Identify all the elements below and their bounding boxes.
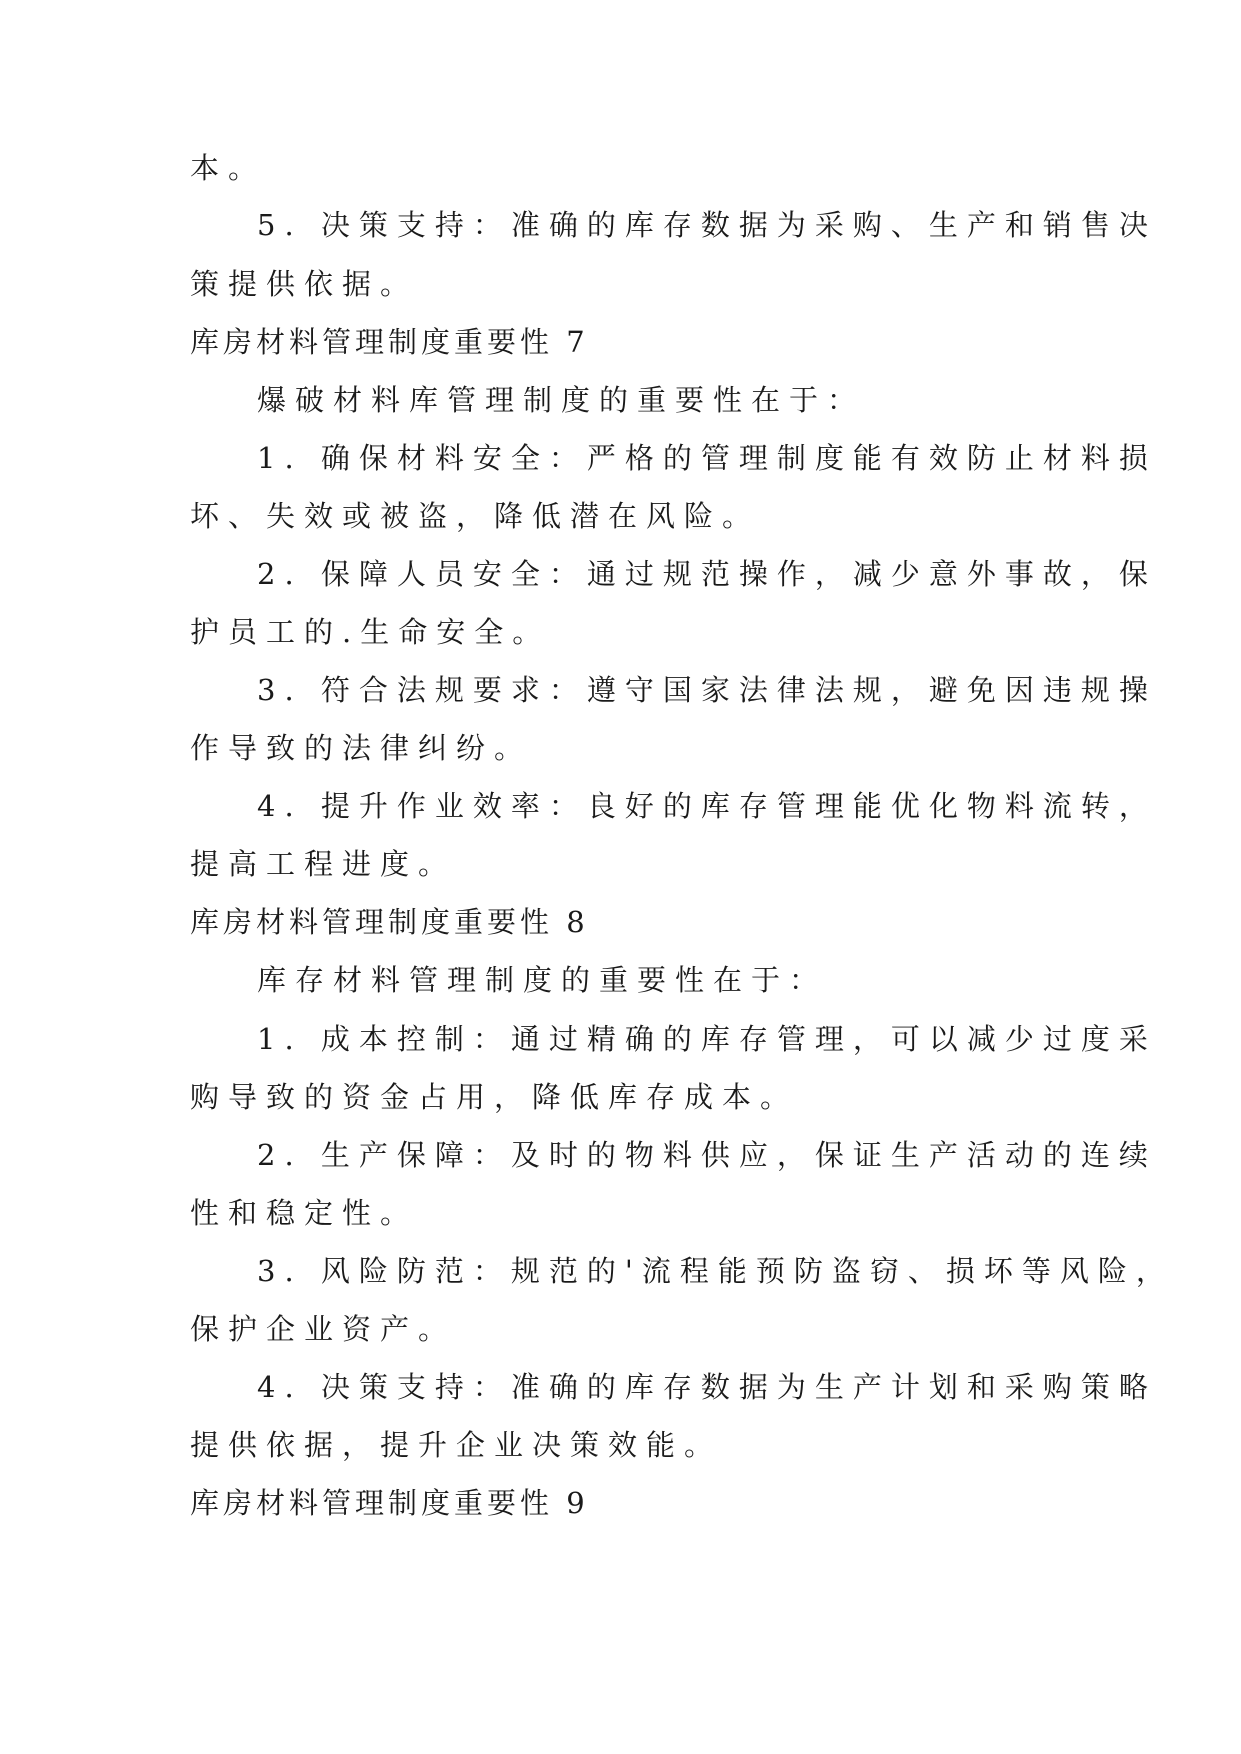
paragraph-line: 坏、失效或被盗，降低潜在风险。 — [190, 499, 761, 533]
list-item-line: 4. 决策支持：准确的库存数据为生产计划和采购策略 — [257, 1370, 1157, 1404]
paragraph-line: 本。 — [190, 151, 267, 185]
paragraph-line: 购导致的资金占用，降低库存成本。 — [190, 1080, 799, 1114]
section-heading: 库房材料管理制度重要性 8 — [190, 905, 589, 939]
paragraph-line: 策提供依据。 — [190, 267, 419, 301]
paragraph-intro: 爆破材料库管理制度的重要性在于： — [257, 383, 866, 417]
list-item-line: 3. 风险防范：规范的'流程能预防盗窃、损坏等风险， — [257, 1254, 1174, 1288]
paragraph-line: 护员工的.生命安全。 — [190, 615, 551, 649]
paragraph-line: 提高工程进度。 — [190, 847, 457, 881]
section-heading: 库房材料管理制度重要性 9 — [190, 1486, 589, 1520]
paragraph-line: 提供依据，提升企业决策效能。 — [190, 1428, 723, 1462]
paragraph-line: 性和稳定性。 — [190, 1196, 419, 1230]
list-item-line: 2. 保障人员安全：通过规范操作，减少意外事故，保 — [257, 557, 1157, 591]
list-item-line: 1. 确保材料安全：严格的管理制度能有效防止材料损 — [257, 441, 1157, 475]
paragraph-intro: 库存材料管理制度的重要性在于： — [257, 963, 828, 997]
list-item-line: 2. 生产保障：及时的物料供应，保证生产活动的连续 — [257, 1138, 1157, 1172]
list-item-line: 3. 符合法规要求：遵守国家法律法规，避免因违规操 — [257, 673, 1157, 707]
paragraph-line: 作导致的法律纠纷。 — [190, 731, 533, 765]
section-heading: 库房材料管理制度重要性 7 — [190, 325, 589, 359]
list-item-line: 1. 成本控制：通过精确的库存管理，可以减少过度采 — [257, 1022, 1157, 1056]
list-item-line: 5. 决策支持：准确的库存数据为采购、生产和销售决 — [257, 208, 1157, 242]
list-item-line: 4. 提升作业效率：良好的库存管理能优化物料流转， — [257, 789, 1157, 823]
paragraph-line: 保护企业资产。 — [190, 1312, 457, 1346]
